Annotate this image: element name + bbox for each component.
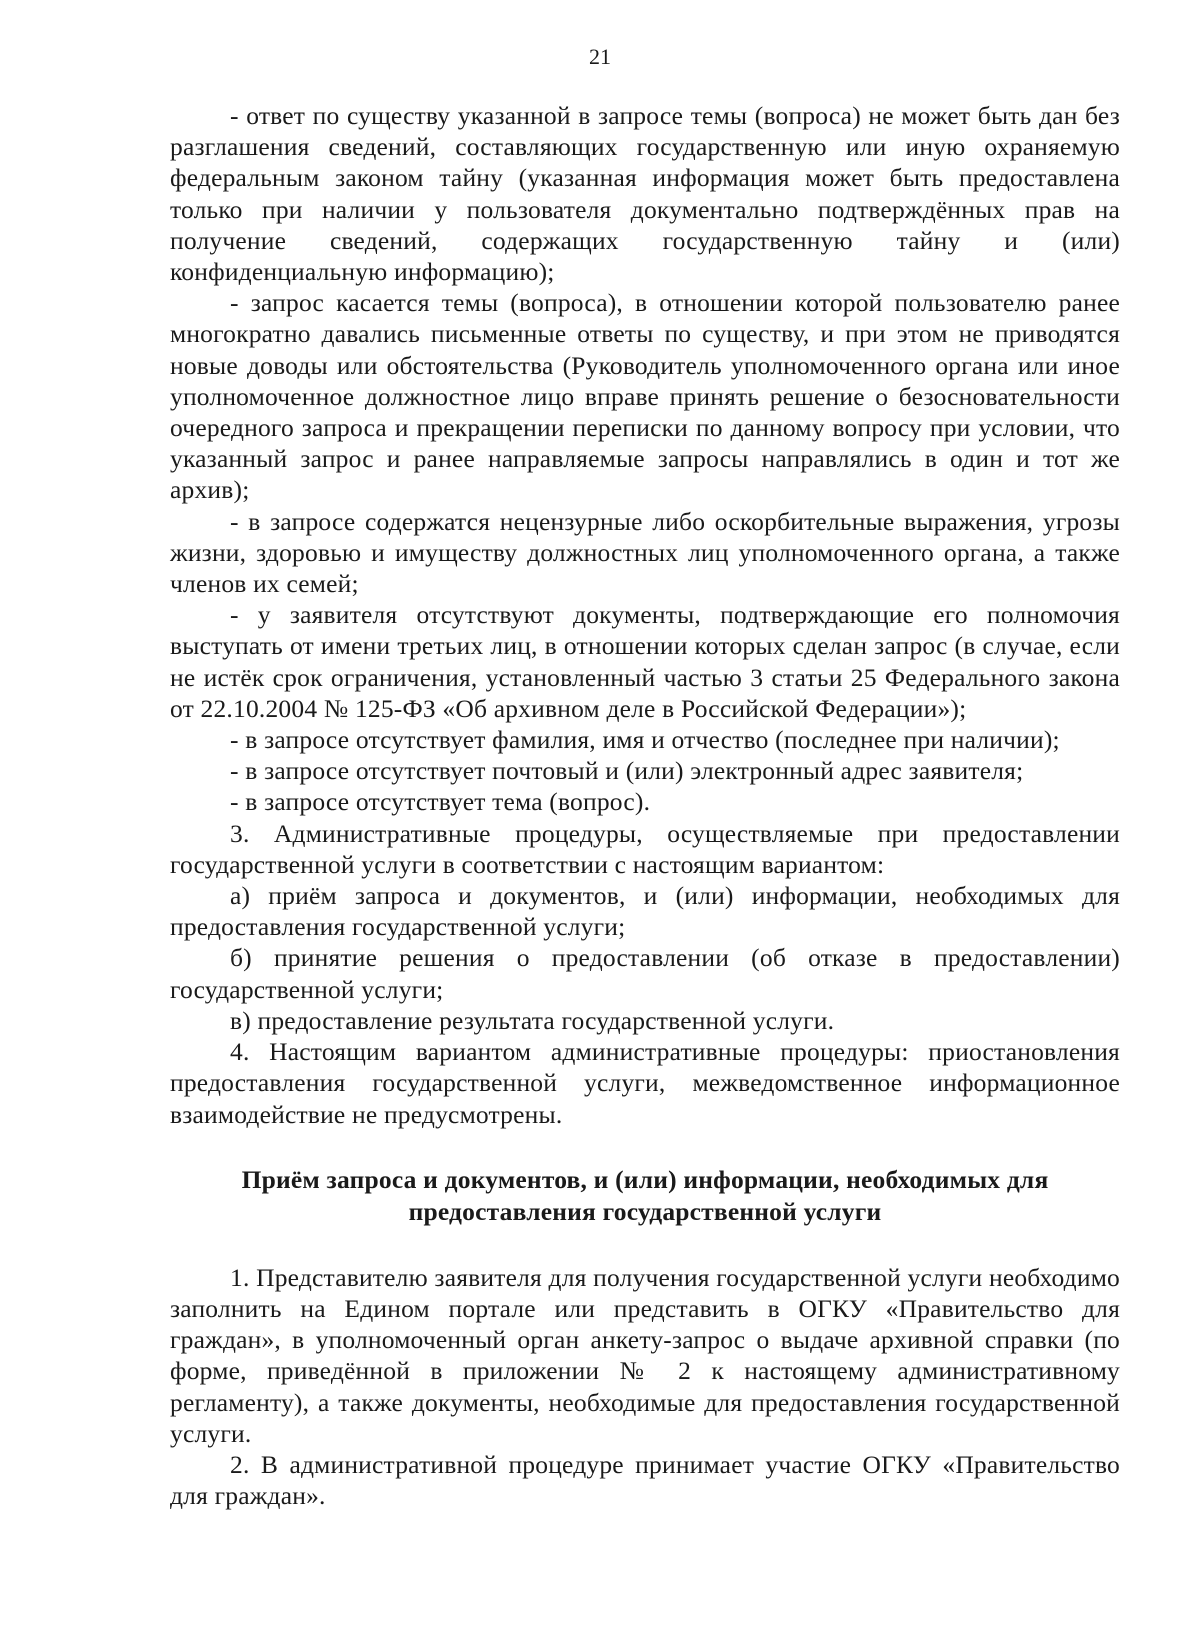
paragraph-secret-info: - ответ по существу указанной в запросе темы (вопроса) не может быть дан без разглашения сведений, составляющих государственную или иную охраняемую федеральным законом тайну (указанная информация может быть предоставлена только при наличии у пользователя документально подтверждённых прав на получение сведений, содержащих государственную тайну и (или) конфиденциальную информацию); xyxy=(170,101,1120,287)
document-body xyxy=(170,100,1120,1511)
paragraph-missing-address: - в запросе отсутствует почтовый и (или) электронный адрес заявителя; xyxy=(230,756,1024,786)
paragraph-missing-topic: - в запросе отсутствует тема (вопрос). xyxy=(230,787,651,817)
paragraph-item-v: в) предоставление результата государственной услуги. xyxy=(230,1005,835,1035)
paragraph-missing-authority-documents: - у заявителя отсутствуют документы, подтверждающие его полномочия выступать от имени третьих лиц, в отношении которых сделан запрос (в случае, если не истёк срок ограничения, установленный частью 3 статьи 25 Федерального закона от 22.10.2004 № 125-ФЗ «Об архивном деле в Российской Федерации»); xyxy=(170,600,1120,723)
section-heading xyxy=(170,1164,1120,1228)
paragraph-item-a: а) приём запроса и документов, и (или) информации, необходимых для предоставления государственной услуги; xyxy=(170,881,1120,942)
paragraph-item-3-procedures: 3. Административные процедуры, осуществляемые при предоставлении государственной услуги в соответствии с настоящим вариантом: xyxy=(170,818,1120,879)
paragraph-section-item-2: 2. В административной процедуре принимает участие ОГКУ «Правительство для граждан». xyxy=(170,1449,1120,1511)
paragraph-item-b: б) принятие решения о предоставлении (об отказе в предоставлении) государственной услуги; xyxy=(170,943,1120,1004)
paragraph-offensive-language: - в запросе содержатся нецензурные либо оскорбительные выражения, угрозы жизни, здоровью и имуществу должностных лиц уполномоченного органа, а также членов их семей; xyxy=(170,506,1120,599)
section-heading-line-1: Приём запроса и документов, и (или) информации, необходимых для xyxy=(241,1164,1049,1194)
page-number: 21 xyxy=(589,44,611,69)
paragraph-section-item-1: 1. Представителю заявителя для получения государственной услуги необходимо заполнить на Едином портале или представить в ОГКУ «Правительство для граждан», в уполномоченный орган анкету-запрос о выдаче архивной справки (по форме, приведённой в приложении № 2 к настоящему административному регламенту), а также документы, необходимые для предоставления государственной услуги. xyxy=(170,1262,1120,1448)
section-heading-line-2: предоставления государственной услуги xyxy=(408,1196,882,1226)
paragraph-missing-name: - в запросе отсутствует фамилия, имя и отчество (последнее при наличии); xyxy=(230,725,1060,755)
paragraph-repeated-request: - запрос касается темы (вопроса), в отношении которой пользователю ранее многократно давались письменные ответы по существу, и при этом не приводятся новые доводы или обстоятельства (Руководитель уполномоченного органа или иное уполномоченное должностное лицо вправе принять решение о безосновательности очередного запроса и прекращении переписки по данному вопросу при условии, что указанный запрос и ранее направляемые запросы направлялись в один и тот же архив); xyxy=(170,288,1120,505)
paragraph-item-4-not-provided: 4. Настоящим вариантом административные процедуры: приостановления предоставления государственной услуги, межведомственное информационное взаимодействие не предусмотрены. xyxy=(170,1037,1120,1129)
